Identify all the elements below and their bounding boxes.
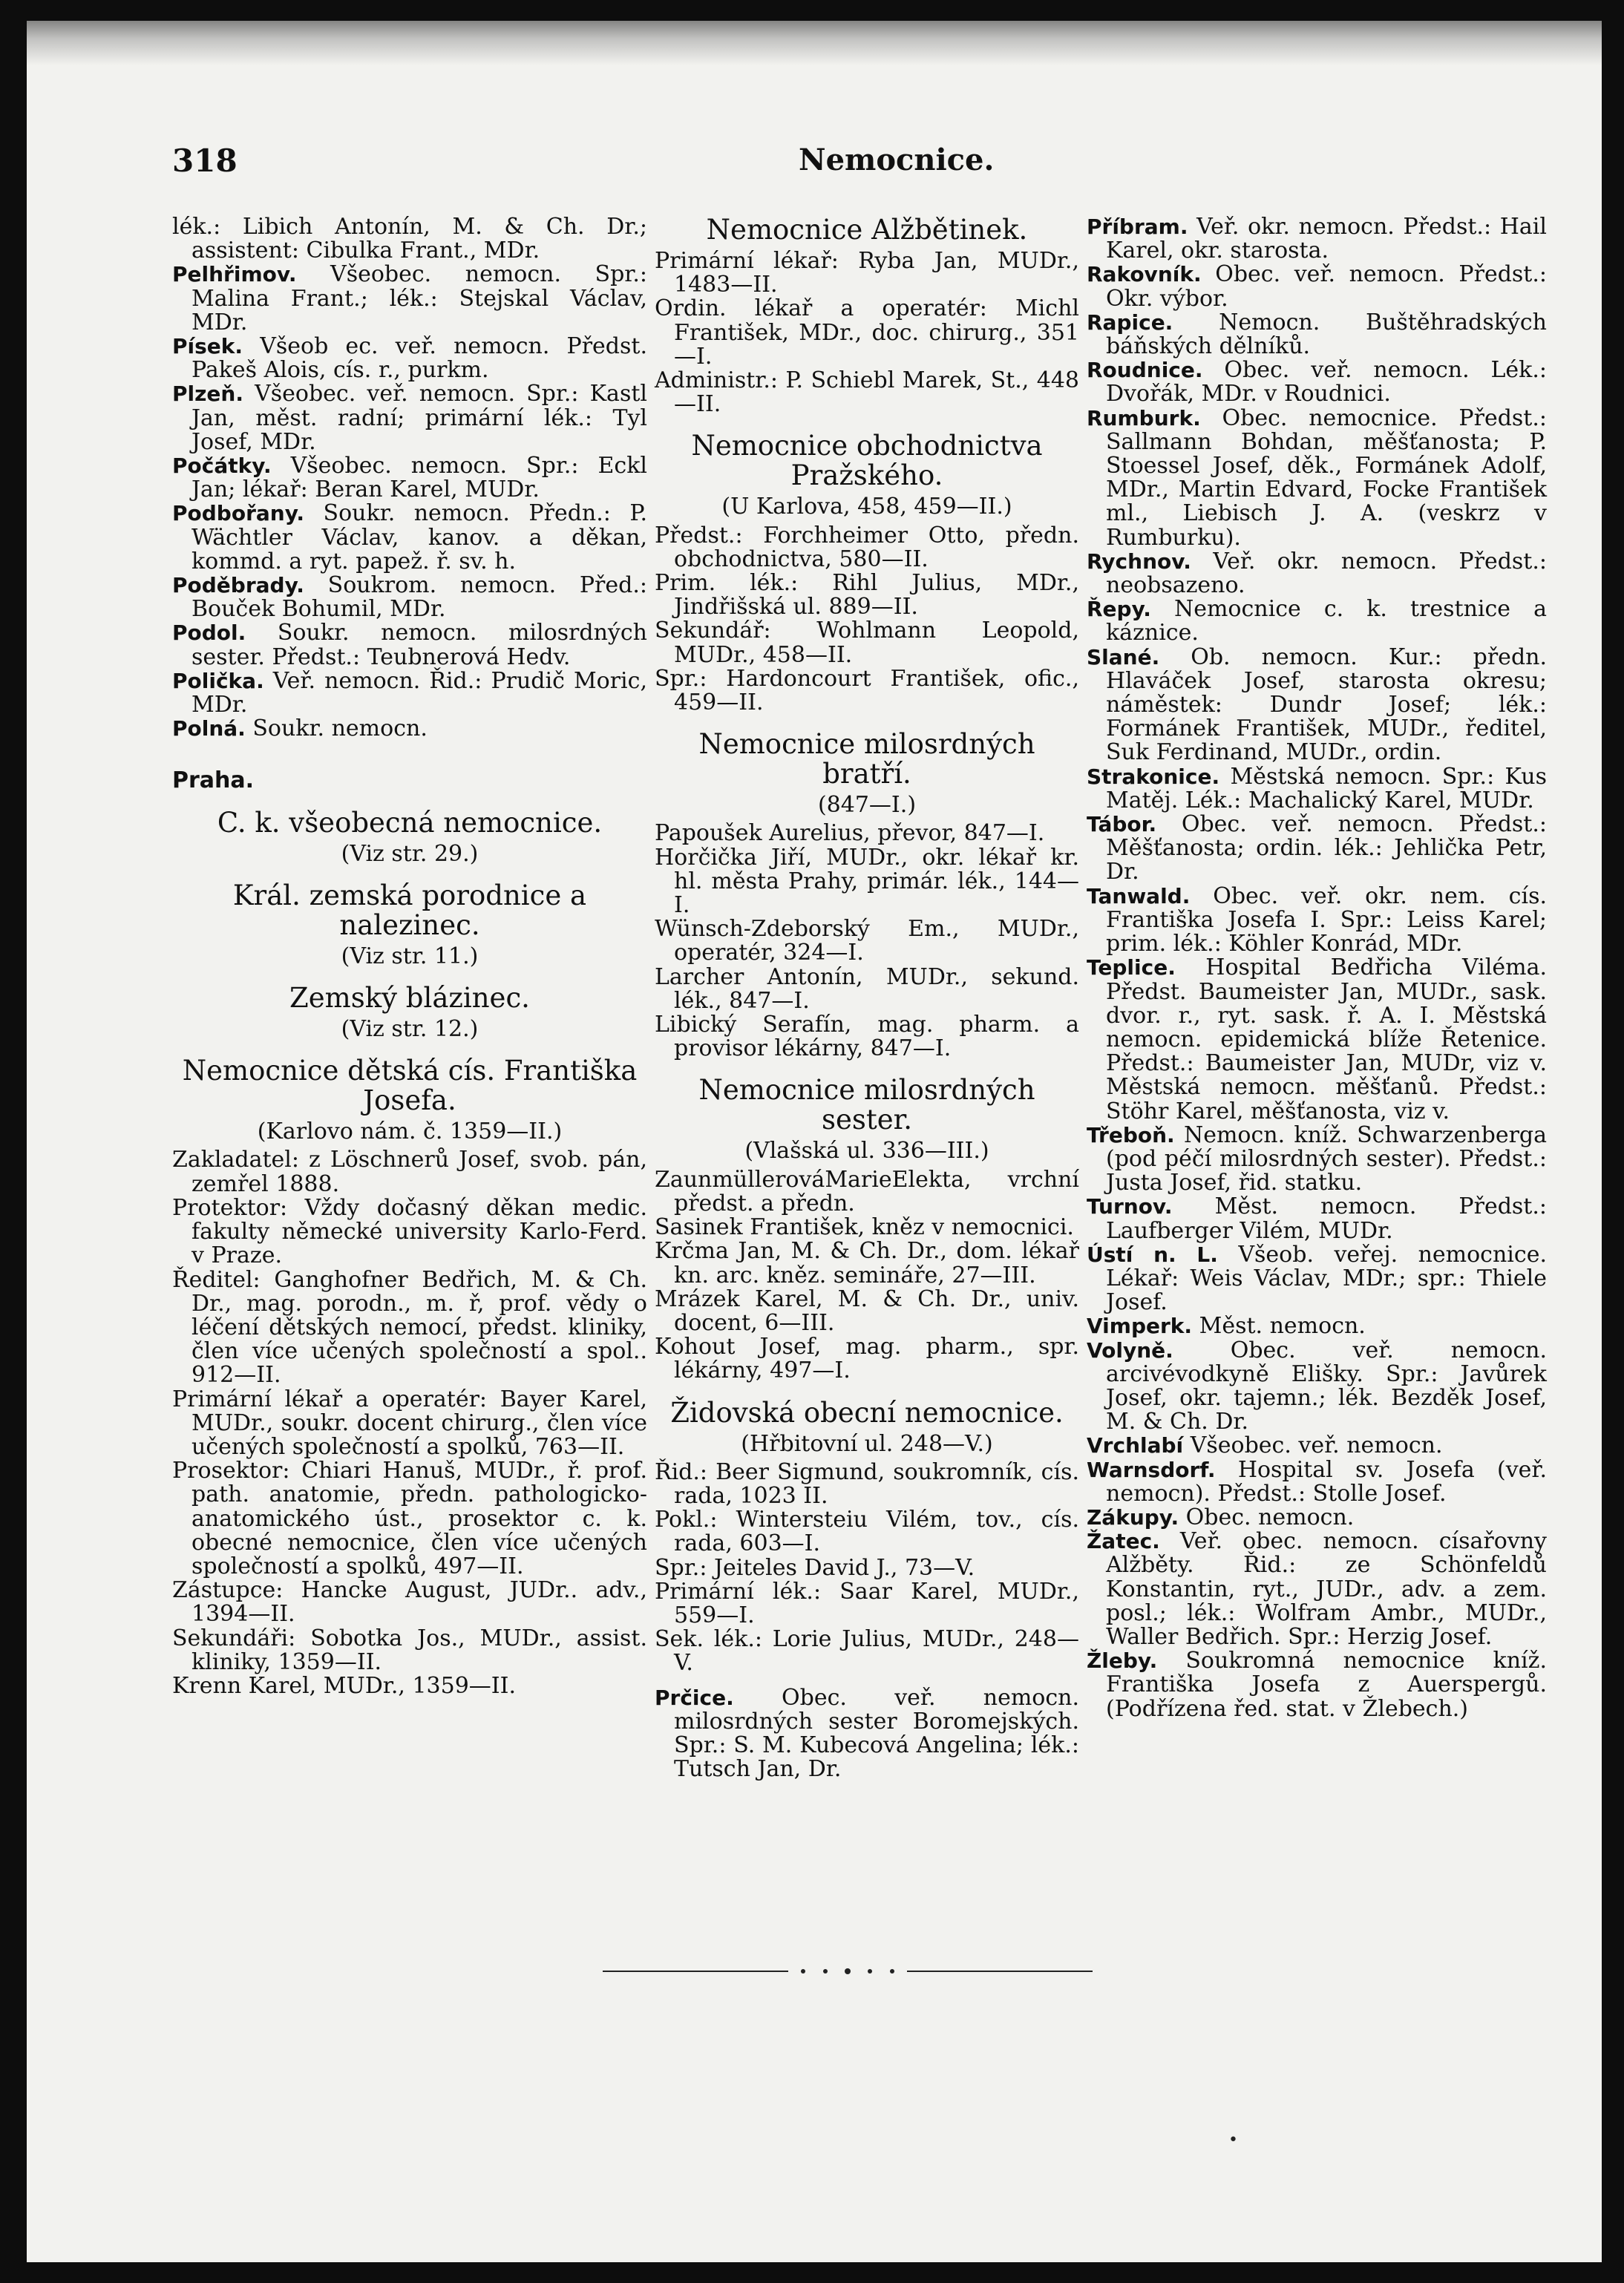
entry: Vimperk. Měst. nemocn.	[1087, 1313, 1366, 1340]
entry: Podol. Soukr. nemocn. milosrdných sester. Předst.: Teubnerová Hedv.	[172, 620, 647, 670]
entry: Tábor. Obec. veř. nemocn. Předst.: Měšťanosta; ordin. lék.: Jehlička Petr, Dr.	[1087, 811, 1547, 885]
column-2: Nemocnice Alžbětinek. Primární lékař: Ryba Jan, MUDr., 1483—II. Ordin. lékař a operatér: Michl František, MDr., doc. chirurg., 351—I. Administr.: P. Schiebl Marek, St., 448—II. Nemocnice obchodnictva Pražského. (U Karlova, 458, 459—II.) Předst.: Forchheimer Otto, předn. obchodnictva, 580—II. Prim. lék.: Rihl Julius, MDr., Jindřišská ul. 889—II. Sekundář: Wohlmann Leopold, MUDr., 458—II. Spr.: Hardoncourt František, ofic., 459—II. Nemocnice milosrdných bratří. (847—I.) Papoušek Aurelius, převor, 847—I. Horčička Jiří, MUDr., okr. lékař kr. hl. města Prahy, primár. lék., 144—I. Wünsch-Zdeborský Em., MUDr., operatér, 324—I. Larcher Antonín, MUDr., sekund. lék., 847—I. Libický Serafín, mag. pharm. a provisor lékárny, 847—I. Nemocnice milosrdných sester. (Vlašská ul. 336—III.) ZaunmüllerováMarieElekta, vrchní předst. a předn. Sasinek František, kněz v nemocnici. Krčma Jan, M. & Ch. Dr., dom. lékař kn. arc. kněz. semináře, 27—III. Mrázek Karel, M. & Ch. Dr., univ. docent, 6—III. Kohout Josef, mag. pharm., spr. lékárny, 497—I. Židovská obecní nemocnice. (Hřbitovní ul. 248—V.) Řid.: Beer Sigmund, soukromník, cís. rada, 1023 II. Pokl.: Wintersteiu Vilém, tov., cís. rada, 603—I. Spr.: Jeiteles David J., 73—V. Primární lék.: Saar Karel, MUDr., 559—I. Sek. lék.: Lorie Julius, MUDr., 248—V. Prčice. Obec. veř. nemocn. milosrdných sester Boromejských. Spr.: S. M. Kubecová Angelina; lék.: Tutsch Jan, Dr.	[655, 214, 1079, 1783]
entry: Zákupy. Obec. nemocn.	[1087, 1504, 1355, 1530]
entry: Prim. lék.: Rihl Julius, MDr., Jindřišská ul. 889—II.	[655, 570, 1079, 620]
entry: Polná. Soukr. nemocn.	[172, 715, 428, 742]
section-heading: Nemocnice milosrdných bratří.	[698, 728, 1035, 790]
ink-mark: •	[1228, 2131, 1238, 2149]
entry: Žleby. Soukromná nemocnice kníž. Františka Josefa z Auerspergů. (Podřízena řed. stat. v Žlebech.)	[1087, 1648, 1547, 1722]
entry: Volyně. Obec. veř. nemocn. arcivévodkyně Elišky. Spr.: Javůrek Josef, okr. tajemn.; lék. Bezděk Josef, M. & Ch. Dr.	[1087, 1337, 1547, 1435]
page	[27, 21, 1602, 2262]
entry: lék.: Libich Antonín, M. & Ch. Dr.; assistent: Cibulka Frant., MDr.	[172, 214, 647, 264]
entry: Larcher Antonín, MUDr., sekund. lék., 847—I.	[655, 963, 1079, 1014]
entry: Papoušek Aurelius, převor, 847—I.	[655, 820, 1045, 847]
entry: Libický Serafín, mag. pharm. a provisor lékárny, 847—I.	[655, 1012, 1079, 1062]
entry: Třeboň. Nemocn. kníž. Schwarzenberga (pod péčí milosrdných sester). Předst.: Justa Josef, řid. statku.	[1087, 1121, 1547, 1196]
entry: Strakonice. Městská nemocn. Spr.: Kus Matěj. Lék.: Machalický Karel, MUDr.	[1087, 763, 1547, 813]
entry: Vrchlabí Všeobec. veř. nemocn.	[1087, 1432, 1443, 1459]
entry: Slané. Ob. nemocn. Kur.: předn. Hlaváček Josef, starosta okresu; náměstek: Dundr Josef; lék.: Formánek František, MUDr., ředitel, Suk Ferdinand, MUDr., ordin.	[1087, 643, 1548, 766]
column-3	[1087, 215, 1547, 1721]
entry: Podbořany. Soukr. nemocn. Předn.: P. Wächtler Václav, kanov. a děkan, kommd. a ryt. papež. ř. sv. h.	[172, 500, 647, 574]
entry: Administr.: P. Schiebl Marek, St., 448—II.	[655, 367, 1079, 418]
entry: Předst.: Forchheimer Otto, předn. obchodnictva, 580—II.	[655, 522, 1079, 572]
entry: Roudnice. Obec. veř. nemocn. Lék.: Dvořák, MDr. v Roudnici.	[1087, 357, 1547, 407]
section-heading: C. k. všeobecná nemocnice.	[217, 806, 603, 839]
entry: Spr.: Jeiteles David J., 73—V.	[655, 1554, 975, 1581]
entry: Ředitel: Ganghofner Bedřich, M. & Ch. Dr., mag. porodn., m. ř, prof. vědy o léčení dětských nemocí, předst. kliniky, člen více učených společností a spol.. 912—II.	[172, 1266, 647, 1389]
entry: Počátky. Všeobec. nemocn. Spr.: Eckl Jan; lékař: Beran Karel, MUDr.	[172, 453, 647, 503]
entry: Rakovník. Obec. veř. nemocn. Předst.: Okr. výbor.	[1087, 261, 1547, 312]
entry: Sasinek František, kněz v nemocnici.	[655, 1214, 1074, 1241]
entry: Sekundáři: Sobotka Jos., MUDr., assist. kliniky, 1359—II.	[172, 1625, 647, 1675]
entry: Zástupce: Hancke August, JUDr.. adv., 1394—II.	[172, 1577, 647, 1628]
entry: Kohout Josef, mag. pharm., spr. lékárny, 497—I.	[655, 1334, 1079, 1384]
section-heading: Nemocnice milosrdných sester.	[698, 1074, 1035, 1136]
entry: Warnsdorf. Hospital sv. Josefa (veř. nemocn). Předst.: Stolle Josef.	[1087, 1456, 1547, 1507]
entry: Žatec. Veř. obec. nemocn. císařovny Alžběty. Řid.: ze Schönfeldů Konstantin, ryt., JUDr., adv. a zem. posl.; lék.: Wolfram Ambr., MUDr., Waller Bedřich. Spr.: Herzig Josef.	[1087, 1528, 1547, 1650]
entry: Primární lékař: Ryba Jan, MUDr., 1483—II.	[655, 248, 1079, 298]
entry: Horčička Jiří, MUDr., okr. lékař kr. hl. města Prahy, primár. lék., 144—I.	[655, 844, 1079, 919]
entry: Turnov. Měst. nemocn. Předst.: Laufberger Vilém, MUDr.	[1087, 1193, 1547, 1244]
section-heading: Nemocnice dětská cís. Františka Josefa.	[182, 1055, 638, 1117]
entry: Primární lék.: Saar Karel, MUDr., 559—I.	[655, 1578, 1079, 1628]
entry: Teplice. Hospital Bedřicha Viléma. Předst. Baumeister Jan, MUDr., sask. dvor. r., ryt. sask. ř. A. I. Městská nemocn. epidemická blíže Řetenice. Předst.: Baumeister Jan, MUDr, viz v. Městská nemocn. měšťanů. Předst.: Stöhr Karel, měšťanosta, viz v.	[1087, 954, 1547, 1124]
section-heading: Zemský blázinec.	[289, 982, 530, 1015]
section-heading: Nemocnice obchodnictva Pražského.	[691, 430, 1043, 492]
entry: Ordin. lékař a operatér: Michl František, MDr., doc. chirurg., 351—I.	[655, 295, 1079, 370]
entry: Sek. lék.: Lorie Julius, MUDr., 248—V.	[655, 1626, 1079, 1677]
entry: Prčice. Obec. veř. nemocn. milosrdných sester Boromejských. Spr.: S. M. Kubecová Angelina; lék.: Tutsch Jan, Dr.	[655, 1684, 1079, 1783]
column-1: lék.: Libich Antonín, M. & Ch. Dr.; assistent: Cibulka Frant., MDr. Pelhřimov. Všeobec. nemocn. Spr.: Malina Frant.; lék.: Stejskal Václav, MDr. Písek. Všeob ec. veř. nemocn. Předst. Pakeš Alois, cís. r., purkm. Plzeň. Všeobec. veř. nemocn. Spr.: Kastl Jan, měst. radní; primární lék.: Tyl Josef, MDr. Počátky. Všeobec. nemocn. Spr.: Eckl Jan; lékař: Beran Karel, MUDr. Podbořany. Soukr. nemocn. Předn.: P. Wächtler Václav, kanov. a děkan, kommd. a ryt. papež. ř. sv. h. Poděbrady. Soukrom. nemocn. Před.: Bouček Bohumil, MDr. Podol. Soukr. nemocn. milosrdných sester. Předst.: Teubnerová Hedv. Polička. Veř. nemocn. Řid.: Prudič Moric, MDr. Polná. Soukr. nemocn. Praha. C. k. všeobecná nemocnice. (Viz str. 29.) Král. zemská porodnice a nalezinec. (Viz str. 11.) Zemský blázinec. (Viz str. 12.) Nemocnice dětská cís. Františka Josefa. (Karlovo nám. č. 1359—II.) Zakladatel: z Löschnerů Josef, svob. pán, zemřel 1888. Protektor: Vždy dočasný děkan medic. fakulty německé university Karlo-Ferd. v Praze. Ředitel: Ganghofner Bedřich, M. & Ch. Dr., mag. porodn., m. ř, prof. vědy o léčení dětských nemocí, předst. kliniky, člen více učených společností a spol.. 912—II. Primární lékař a operatér: Bayer Karel, MUDr., soukr. docent chirurg., člen více učených společností a spolků, 763—II. Prosektor: Chiari Hanuš, MUDr., ř. prof. path. anatomie, předn. pathologicko-anatomického úst., prosektor c. k. obecné nemocnice, člen více učených společností a spolků, 497—II. Zástupce: Hancke August, JUDr.. adv., 1394—II. Sekundáři: Sobotka Jos., MUDr., assist. kliniky, 1359—II. Krenn Karel, MUDr., 1359—II.	[172, 214, 647, 1699]
entry: Protektor: Vždy dočasný děkan medic. fakulty německé university Karlo-Ferd. v Praze.	[172, 1194, 647, 1269]
entry: Řepy. Nemocnice c. k. trestnice a káznice.	[1087, 596, 1547, 646]
running-title: Nemocnice.	[799, 143, 995, 177]
entry: Pelhřimov. Všeobec. nemocn. Spr.: Malina Frant.; lék.: Stejskal Václav, MDr.	[172, 261, 647, 335]
entry: Poděbrady. Soukrom. nemocn. Před.: Bouček Bohumil, MDr.	[172, 572, 647, 623]
entry: Krčma Jan, M. & Ch. Dr., dom. lékař kn. arc. kněz. semináře, 27—III.	[655, 1238, 1079, 1288]
section-heading: Praha.	[172, 767, 255, 794]
entry: Primární lékař a operatér: Bayer Karel, MUDr., soukr. docent chirurg., člen více učených společností a spolků, 763—II.	[172, 1386, 647, 1460]
entry: Písek. Všeob ec. veř. nemocn. Předst. Pakeš Alois, cís. r., purkm.	[172, 333, 647, 384]
ornamental-divider	[603, 1964, 1093, 1979]
entry: Polička. Veř. nemocn. Řid.: Prudič Moric, MDr.	[172, 667, 647, 718]
entry: Mrázek Karel, M. & Ch. Dr., univ. docent, 6—III.	[655, 1285, 1079, 1336]
entry: Zakladatel: z Löschnerů Josef, svob. pán, zemřel 1888.	[172, 1147, 647, 1197]
entry: Tanwald. Obec. veř. okr. nem. cís. Františka Josefa I. Spr.: Leiss Karel; prim. lék.: Köhler Konrád, MDr.	[1087, 882, 1547, 957]
entry: Spr.: Hardoncourt František, ofic., 459—II.	[655, 665, 1079, 716]
section-heading: Židovská obecní nemocnice.	[670, 1396, 1064, 1429]
entry: Wünsch-Zdeborský Em., MUDr., operatér, 324—I.	[655, 916, 1079, 966]
entry: Rumburk. Obec. nemocnice. Předst.: Sallmann Bohdan, měšťanosta; P. Stoessel Josef, děk., Formánek Adolf, MDr., Martin Edvard, Focke František ml., Liebisch J. A. (veskrz v Rumburku).	[1087, 404, 1547, 551]
entry: Rychnov. Veř. okr. nemocn. Předst.: neobsazeno.	[1087, 548, 1547, 599]
entry: Prosektor: Chiari Hanuš, MUDr., ř. prof. path. anatomie, předn. pathologicko-anatomického úst., prosektor c. k. obecné nemocnice, člen více učených společností a spolků, 497—II.	[172, 1458, 647, 1579]
entry: Plzeň. Všeobec. veř. nemocn. Spr.: Kastl Jan, měst. radní; primární lék.: Tyl Josef, MDr.	[172, 381, 647, 455]
section-heading: Nemocnice Alžbětinek.	[706, 214, 1028, 246]
entry: Rapice. Nemocn. Buštěhradských báňských dělníků.	[1087, 309, 1547, 360]
entry: Příbram. Veř. okr. nemocn. Předst.: Hail Karel, okr. starosta.	[1087, 214, 1547, 264]
entry: Sekundář: Wohlmann Leopold, MUDr., 458—II.	[655, 618, 1079, 668]
entry: Řid.: Beer Sigmund, soukromník, cís. rada, 1023 II.	[655, 1458, 1079, 1509]
entry: Pokl.: Wintersteiu Vilém, tov., cís. rada, 603—I.	[655, 1507, 1079, 1557]
page-number: 318	[172, 143, 238, 179]
entry: Ústí n. L. Všeob. veřej. nemocnice. Lékař: Weis Václav, MDr.; spr.: Thiele Josef.	[1087, 1241, 1547, 1316]
entry: Krenn Karel, MUDr., 1359—II.	[172, 1672, 517, 1699]
section-heading: Král. zemská porodnice a nalezinec.	[232, 879, 587, 941]
entry: ZaunmüllerováMarieElekta, vrchní předst. a předn.	[655, 1166, 1079, 1216]
